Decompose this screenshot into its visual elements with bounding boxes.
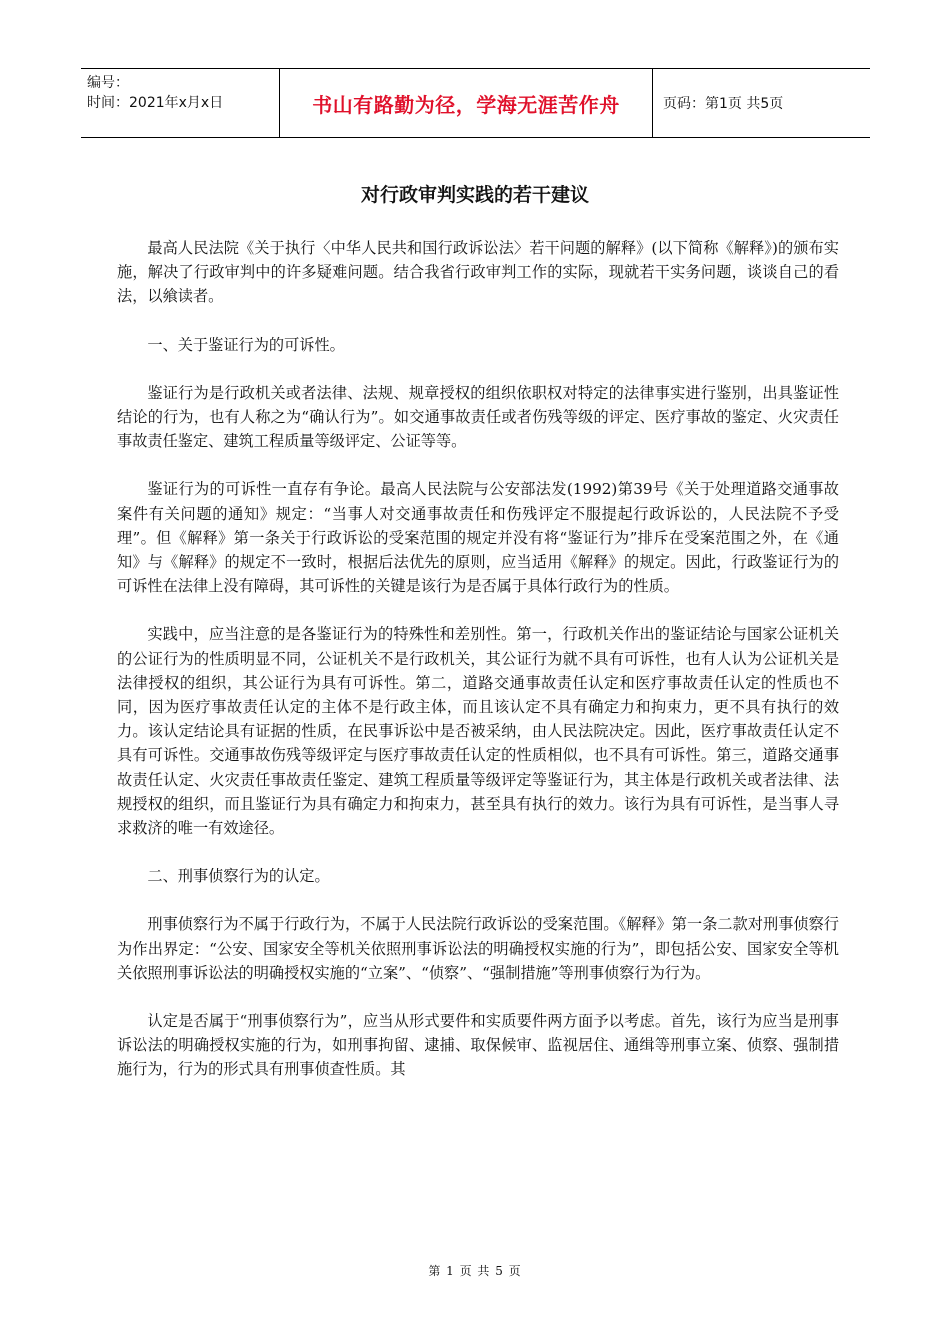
section-heading: 一、关于鉴证行为的可诉性。 [147,335,345,354]
header-info-cell [81,69,280,137]
section-heading: 二、刑事侦察行为的认定。 [147,867,330,886]
paragraph: 刑事侦察行为不属于行政行为，不属于人民法院行政诉讼的受案范围。《解释》第一条二款对刑事侦察行为作出界定：“公安、国家安全等机关依照刑事诉讼法的明确授权实施的行为”，即包括公安、国家安全等机关依照刑事诉讼法的明确授权实施的“立案”、“侦察”、“强制措施”等刑事侦察行为行为。 [117,915,839,982]
page-header-table [81,68,870,138]
document-title: 对行政审判实践的若干建议 [360,184,589,206]
document-body [117,236,839,1106]
header-page-label: 页码：第1页 共5页 [663,96,784,112]
paragraph: 最高人民法院《关于执行〈中华人民共和国行政诉讼法〉若干问题的解释》(以下简称《解释》)的颁布实施，解决了行政审判中的许多疑难问题。结合我省行政审判工作的实际，现就若干实务问题，谈谈自己的看法，以飨读者。 [117,239,839,306]
paragraph: 认定是否属于“刑事侦察行为”，应当从形式要件和实质要件两方面予以考虑。首先，该行为应当是刑事诉讼法的明确授权实施的行为，如刑事拘留、逮捕、取保候审、监视居住、通缉等刑事立案、侦察、强制措施行为，行为的形式具有刑事侦查性质。其 [117,1012,839,1079]
page-footer: 第 1 页 共 5 页 [428,1264,522,1278]
time-label: 时间：2021年x月x日 [87,95,224,111]
paragraph: 鉴证行为的可诉性一直存有争论。最高人民法院与公安部法发(1992)第39号《关于处理道路交通事故案件有关问题的通知》规定：“当事人对交通事故责任和伤残评定不服提起行政诉讼的，人民法院不予受理”。但《解释》第一条关于行政诉讼的受案范围的规定并没有将“鉴证行为”排斥在受案范围之外，在《通知》与《解释》的规定不一致时，根据后法优先的原则，应当适用《解释》的规定。因此，行政鉴证行为的可诉性在法律上没有障碍，其可诉性的关键是该行为是否属于具体行政行为的性质。 [117,480,839,596]
paragraph: 实践中，应当注意的是各鉴证行为的特殊性和差别性。第一，行政机关作出的鉴证结论与国家公证机关的公证行为的性质明显不同，公证机关不是行政机关，其公证行为就不具有可诉性，也有人认为公证机关是法律授权的组织，其公证行为具有可诉性。第二，道路交通事故责任认定和医疗事故责任认定的性质也不同，因为医疗事故责任认定的主体不是行政主体，而且该认定不具有确定力和拘束力，更不具有执行的效力。该认定结论具有证据的性质，在民事诉讼中是否被采纳，由人民法院决定。因此，医疗事故责任认定不具有可诉性。交通事故伤残等级评定与医疗事故责任认定的性质相似，也不具有可诉性。第三，道路交通事故责任认定、火灾责任事故责任鉴定、建筑工程质量等级评定等鉴证行为，其主体是行政机关或者法律、法规授权的组织，而且鉴证行为具有确定力和拘束力，甚至具有执行的效力。该行为具有可诉性，是当事人寻求救济的唯一有效途径。 [117,625,839,838]
header-motto: 书山有路勤为径，学海无涯苦作舟 [280,69,653,137]
paragraph: 鉴证行为是行政机关或者法律、法规、规章授权的组织依职权对特定的法律事实进行鉴别，出具鉴证性结论的行为，也有人称之为“确认行为”。如交通事故责任或者伤残等级的评定、医疗事故的鉴定、火灾责任事故责任鉴定、建筑工程质量等级评定、公证等等。 [117,383,839,451]
number-label: 编号： [87,75,129,91]
